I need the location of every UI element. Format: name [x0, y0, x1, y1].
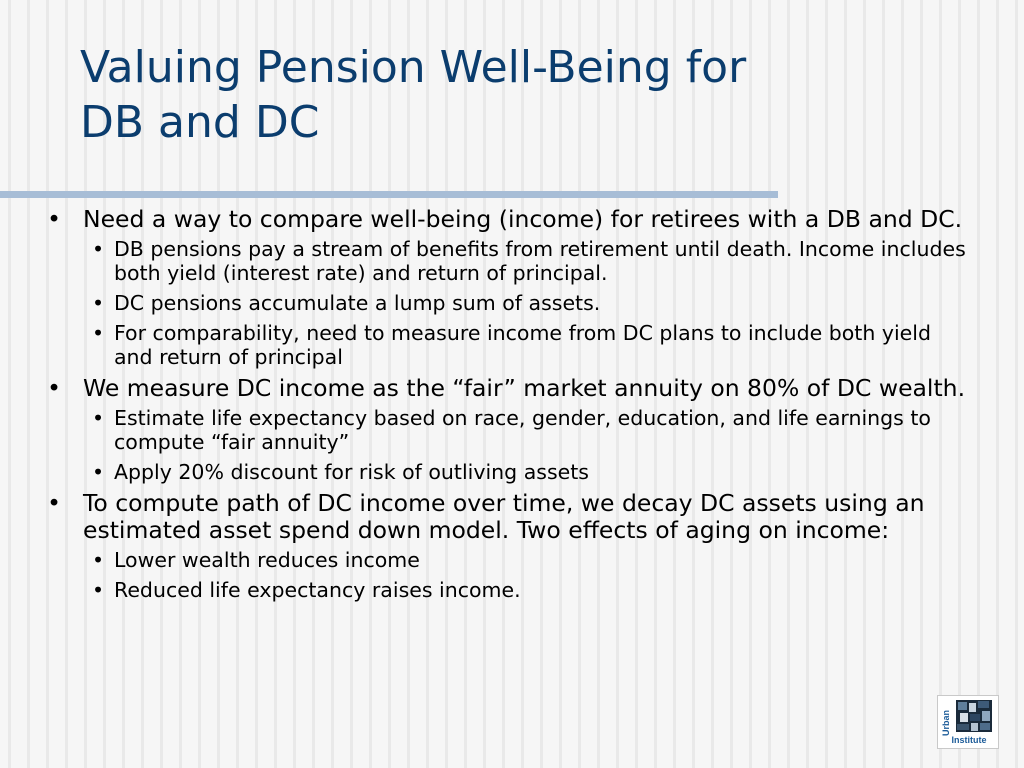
sub-bullet-lower-wealth: [91, 548, 966, 572]
sub-bullet-comparability: [91, 321, 966, 369]
slide-title: [80, 40, 940, 150]
sub-bullet-text: Apply 20% discount for risk of outliving assets: [114, 460, 589, 484]
bullet-list: [46, 200, 966, 608]
bullet-dot-icon: •: [91, 237, 105, 261]
bullet-text: To compute path of DC income over time, we decay DC assets using an estimated asset spend down model. Two effects of aging on income:: [83, 489, 925, 544]
bullet-dot-icon: •: [91, 548, 105, 572]
title-divider: [0, 191, 778, 198]
sub-bullet-db-stream: [91, 237, 966, 285]
sub-bullet-life-expectancy-income: [91, 578, 966, 602]
bullet-income-path: [46, 490, 966, 602]
bullet-dot-icon: •: [47, 205, 61, 233]
sub-bullet-text: DC pensions accumulate a lump sum of assets.: [114, 291, 601, 315]
bullet-text: Need a way to compare well-being (income) for retirees with a DB and DC.: [83, 205, 963, 233]
bullet-compare-wellbeing: [46, 206, 966, 369]
sub-bullet-list: [83, 237, 966, 369]
bullet-fair-annuity: [46, 375, 966, 484]
sub-bullet-dc-lump-sum: [91, 291, 966, 315]
sub-bullet-list: [83, 406, 966, 484]
bullet-dot-icon: •: [47, 489, 61, 517]
sub-bullet-text: Reduced life expectancy raises income.: [114, 578, 521, 602]
bullet-dot-icon: •: [91, 578, 105, 602]
bullet-dot-icon: •: [47, 374, 61, 402]
bullet-dot-icon: •: [91, 406, 105, 430]
sub-bullet-text: Lower wealth reduces income: [114, 548, 420, 572]
logo-wordmark-institute: Institute: [951, 735, 987, 745]
title-line-1: Valuing Pension Well-Being for: [80, 42, 747, 93]
sub-bullet-text: For comparability, need to measure income from DC plans to include both yield and return of principal: [114, 321, 931, 369]
sub-bullet-life-expectancy: [91, 406, 966, 454]
sub-bullet-text: DB pensions pay a stream of benefits from retirement until death. Income includes both yield (interest rate) and return of principal.: [114, 237, 966, 285]
sub-bullet-text: Estimate life expectancy based on race, gender, education, and life earnings to compute “fair annuity”: [114, 406, 931, 454]
bullet-dot-icon: •: [91, 291, 105, 315]
title-line-2: DB and DC: [80, 97, 320, 148]
logo-mosaic-icon: [956, 700, 992, 732]
sub-bullet-discount: [91, 460, 966, 484]
bullet-text: We measure DC income as the “fair” market annuity on 80% of DC wealth.: [83, 374, 966, 402]
logo-wordmark-urban: Urban: [941, 709, 951, 736]
urban-institute-logo: [937, 695, 999, 749]
bullet-dot-icon: •: [91, 460, 105, 484]
sub-bullet-list: [83, 548, 966, 602]
bullet-dot-icon: •: [91, 321, 105, 345]
